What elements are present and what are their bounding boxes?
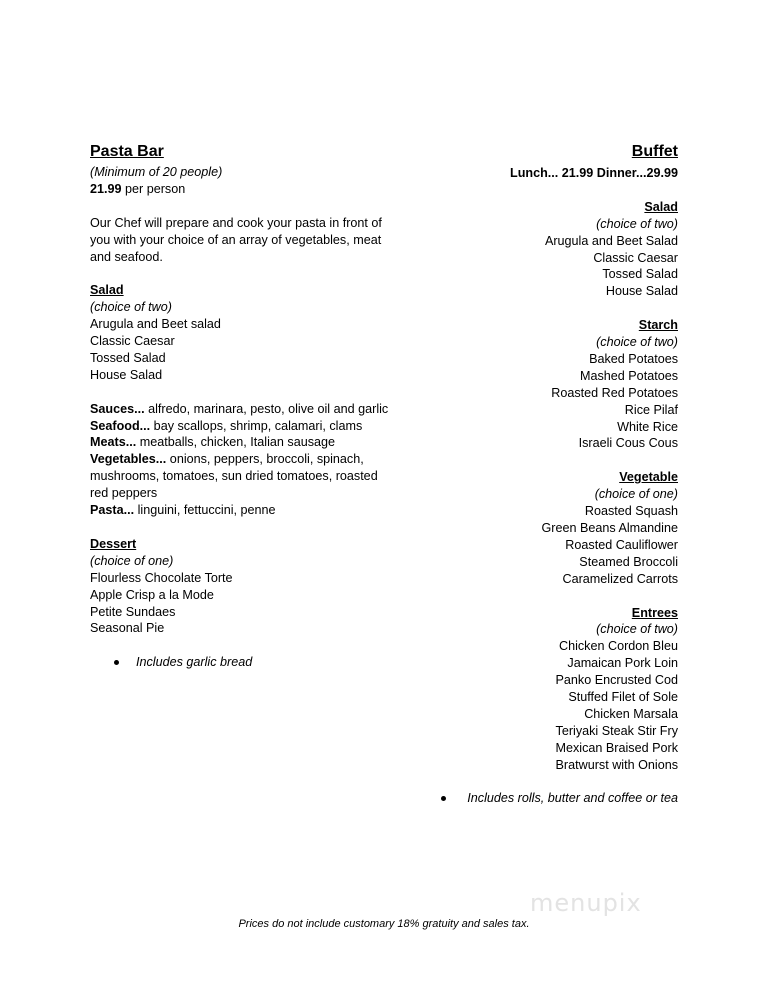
list-item: Classic Caesar	[90, 334, 175, 349]
list-item: Bratwurst with Onions	[555, 757, 678, 772]
list-item: Roasted Red Potatoes	[551, 385, 678, 400]
option-label: Meats...	[90, 435, 137, 450]
pasta-dessert-heading: Dessert	[90, 536, 137, 551]
buffet-entrees-heading: Entrees	[631, 605, 678, 620]
list-item: Seasonal Pie	[90, 621, 165, 636]
option-text: onions, peppers, broccoli, spinach, mushrooms, tomatoes, sun dried tomatoes, roasted red peppers	[90, 452, 378, 501]
list-item: Chicken Marsala	[584, 706, 678, 721]
list-item: Tossed Salad	[90, 350, 166, 365]
list-item: Petite Sundaes	[90, 604, 176, 619]
watermark-logo: menupix	[530, 889, 642, 917]
list-item: Apple Crisp a la Mode	[90, 587, 214, 602]
buffet-title: Buffet	[631, 143, 678, 160]
buffet-note	[467, 790, 678, 807]
list-item: Roasted Cauliflower	[565, 537, 678, 552]
list-item: Stuffed Filet of Sole	[568, 690, 678, 705]
pasta-bar-price-suffix: per person	[121, 181, 186, 196]
buffet-prices: Lunch... 21.99 Dinner...29.99	[510, 166, 678, 180]
buffet-vegetable-heading: Vegetable	[619, 470, 678, 485]
option-text: bay scallops, shrimp, calamari, clams	[150, 418, 363, 433]
list-item: Baked Potatoes	[589, 351, 678, 366]
pasta-dessert-choice: (choice of one)	[90, 553, 174, 568]
buffet-entrees-choice: (choice of two)	[596, 622, 678, 637]
option-text: linguini, fettuccini, penne	[134, 503, 276, 518]
pasta-salad-choice: (choice of two)	[90, 300, 172, 315]
pasta-bar-note-text: Includes garlic bread	[136, 655, 253, 670]
list-item: House Salad	[605, 284, 678, 299]
buffet-starch-choice: (choice of two)	[596, 335, 678, 350]
list-item: Israeli Cous Cous	[578, 436, 678, 451]
option-label: Pasta...	[90, 503, 135, 518]
list-item: Roasted Squash	[584, 504, 678, 519]
list-item: Arugula and Beet Salad	[544, 233, 678, 248]
list-item: Steamed Broccoli	[579, 554, 678, 569]
footer-note: Prices do not include customary 18% gratuity and sales tax.	[238, 918, 530, 930]
list-item: Green Beans Almandine	[541, 520, 678, 535]
list-item: Jamaican Pork Loin	[567, 656, 678, 671]
list-item: Rice Pilaf	[624, 402, 678, 417]
option-label: Seafood...	[90, 418, 151, 433]
bullet-icon	[114, 660, 119, 665]
pasta-bar-description: Our Chef will prepare and cook your pasta in front of you with your choice of an array of vegetables, meat and seafood.	[90, 215, 382, 264]
list-item: Panko Encrusted Cod	[555, 673, 678, 688]
list-item: Flourless Chocolate Torte	[90, 570, 233, 585]
list-item: Tossed Salad	[602, 267, 678, 282]
buffet-section	[318, 142, 678, 774]
list-item: Classic Caesar	[593, 250, 678, 265]
list-item: Mashed Potatoes	[579, 368, 678, 383]
list-item: Chicken Cordon Bleu	[558, 639, 678, 654]
bullet-icon	[441, 796, 446, 801]
buffet-salad-choice: (choice of two)	[596, 216, 678, 231]
list-item: Mexican Braised Pork	[555, 740, 678, 755]
option-label: Sauces...	[90, 401, 145, 416]
buffet-salad-heading: Salad	[644, 199, 678, 214]
buffet-vegetable-choice: (choice of one)	[594, 487, 678, 502]
buffet-note-text: Includes rolls, butter and coffee or tea	[467, 791, 678, 805]
list-item: White Rice	[617, 419, 678, 434]
option-text: alfredo, marinara, pesto, olive oil and garlic	[144, 401, 389, 416]
pasta-bar-minimum: (Minimum of 20 people)	[90, 165, 223, 179]
option-text: meatballs, chicken, Italian sausage	[136, 435, 336, 450]
buffet-starch-heading: Starch	[638, 318, 678, 333]
list-item: Caramelized Carrots	[562, 571, 678, 586]
list-item: Teriyaki Steak Stir Fry	[555, 723, 678, 738]
list-item: Arugula and Beet salad	[90, 317, 221, 332]
pasta-bar-title: Pasta Bar	[90, 143, 164, 160]
pasta-salad-heading: Salad	[90, 283, 124, 298]
option-label: Vegetables...	[90, 452, 167, 467]
pasta-bar-price-value: 21.99	[90, 181, 122, 196]
list-item: House Salad	[90, 367, 163, 382]
